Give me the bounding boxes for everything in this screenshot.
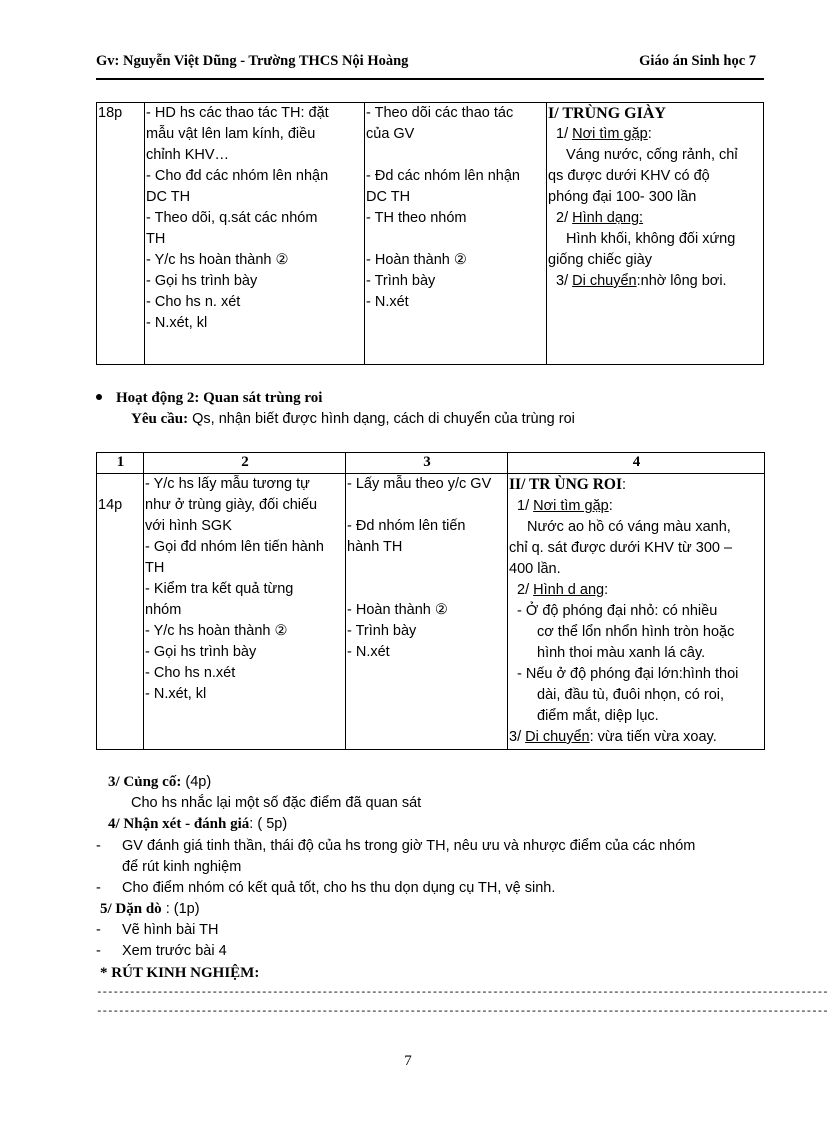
text-line: điểm mắt, diệp lục. [537,708,659,724]
subheading: 1/ Nơi tìm gặp: [556,126,652,142]
header-subject: Giáo án Sinh học 7 [639,53,756,69]
list-item: - Hoàn thành ② [347,602,448,618]
list-item [347,558,507,579]
column-header: 2 [144,453,346,474]
column-header: 4 [508,453,765,474]
activity2-table [96,452,765,750]
text-line: Hình khối, không đối xứng [566,231,736,247]
student-activity-cell [346,474,508,750]
header-author: Gv: Nguyễn Việt Dũng - Trường THCS Nội Hoàng [96,53,409,69]
list-item: - HD hs các thao tác TH: đặt [146,105,329,121]
bullet-icon [96,394,102,400]
list-bullet: - [96,922,101,938]
homework-heading: 5/ Dặn dò : (1p) [100,901,200,917]
text-line: qs được dưới KHV có độ [548,168,710,184]
list-item: - Cho đd các nhóm lên nhận [146,168,329,184]
text-line: Váng nước, cống rảnh, chỉ [566,147,738,163]
section-title: II/ TR ÙNG ROI: [509,476,627,493]
list-item [366,229,546,250]
review-heading: * RÚT KINH NGHIỆM: [100,965,260,981]
list-bullet: - [96,838,101,854]
list-item: nhóm [145,602,182,618]
list-item: như ở trùng giày, đối chiếu [145,497,318,513]
list-item: - Cho hs n.xét [145,665,236,681]
table-header-row [97,453,765,474]
list-item [347,579,507,600]
content-cell [508,474,765,750]
table-row [97,103,764,365]
list-item [347,495,507,516]
column-header: 3 [346,453,508,474]
list-item: Xem trước bài 4 [122,943,227,959]
list-bullet: - [96,943,101,959]
list-item: của GV [366,126,415,142]
list-item: - Hoàn thành ② [366,252,467,268]
table-row [97,474,765,750]
subheading: 2/ Hình d ang: [517,582,609,598]
list-item: - Gọi hs trình bày [145,644,257,660]
list-item: TH [145,560,165,576]
list-item: - TH theo nhóm [366,210,467,226]
evaluation-heading: 4/ Nhận xét - đánh giá: ( 5p) [108,816,288,832]
activity1-table [96,102,764,365]
list-item: - Đd các nhóm lên nhận [366,168,520,184]
list-item: - Theo dõi các thao tác [366,105,514,121]
list-item: DC TH [146,189,191,205]
list-item: - Nếu ở độ phóng đại lớn:hình thoi [517,666,739,682]
list-item [366,145,546,166]
list-item: - N.xét [366,294,409,310]
text-line: chỉ q. sát được dưới KHV từ 300 – [509,540,733,556]
text-line: hình thoi màu xanh lá cây. [537,645,706,661]
text-line: giống chiếc giày [548,252,652,268]
list-item: - Y/c hs hoàn thành ② [145,623,288,639]
list-item: - Trình bày [366,273,436,289]
text-line: cơ thể lổn nhổn hình tròn hoặc [537,624,735,640]
header-rule [96,78,764,80]
list-item: - Ở độ phóng đại nhỏ: có nhiều [517,603,718,619]
list-item: - Kiểm tra kết quả từng [145,581,294,597]
time-cell: 14p [97,474,144,750]
text-line: dài, đầu tù, đuôi nhọn, có roi, [537,687,725,703]
list-item: - Y/c hs hoàn thành ② [146,252,289,268]
list-item: Cho điểm nhóm có kết quả tốt, cho hs thu dọn dụng cụ TH, vệ sinh. [122,880,556,896]
list-item: Vẽ hình bài TH [122,922,219,938]
dashed-line: ------------------------------------------------------------------------------------------------------------------------------------- [96,987,828,999]
list-item: mẫu vật lên lam kính, điều [146,126,316,142]
list-item: với hình SGK [145,518,232,534]
time-cell: 18p [97,103,145,365]
subheading: 1/ Nơi tìm gặp: [517,498,613,514]
list-item: - Theo dõi, q.sát các nhóm [146,210,318,226]
column-header: 1 [97,453,144,474]
text-line: Nước ao hồ có váng màu xanh, [527,519,731,535]
list-bullet: - [96,880,101,896]
subheading: 3/ Di chuyển: vừa tiến vừa xoay. [509,729,717,745]
page-number: 7 [404,1053,412,1069]
list-item: - N.xét [347,644,390,660]
list-item: - N.xét, kl [145,686,207,702]
list-item: GV đánh giá tinh thần, thái độ của hs trong giờ TH, nêu ưu và nhược điểm của các nhóm [122,838,696,854]
consolidation-heading: 3/ Củng cố: (4p) [108,774,212,790]
text-line: 400 lần. [509,561,561,577]
content-cell [547,103,764,365]
list-item: - Y/c hs lấy mẫu tương tự [145,476,310,492]
list-item: - N.xét, kl [146,315,208,331]
list-item: chỉnh KHV… [146,147,230,163]
list-item: để rút kinh nghiệm [122,859,242,875]
list-item: - Trình bày [347,623,417,639]
list-item: TH [146,231,166,247]
list-item: hành TH [347,539,403,555]
activity-title: Hoạt động 2: Quan sát trùng roi [96,390,322,407]
subheading: 3/ Di chuyển:nhờ lông bơi. [556,273,727,289]
list-item: - Cho hs n. xét [146,294,241,310]
dashed-line: ------------------------------------------------------------------------------------------------------------------------------------- [96,1006,828,1018]
requirement: Yêu cầu: Qs, nhận biết được hình dạng, cách di chuyển của trùng roi [131,411,575,427]
list-item: - Đd nhóm lên tiến [347,518,466,534]
text-line: phóng đại 100- 300 lần [548,189,697,205]
teacher-activity-cell [145,103,365,365]
list-item: - Gọi đd nhóm lên tiến hành [145,539,324,555]
subheading: 2/ Hình dạng: [556,210,644,226]
list-item: DC TH [366,189,411,205]
teacher-activity-cell [144,474,346,750]
section-title: I/ TRÙNG GIÀY [548,105,666,122]
list-item: - Lấy mẫu theo y/c GV [347,476,492,492]
list-item: - Gọi hs trình bày [146,273,258,289]
student-activity-cell [365,103,547,365]
consolidation-text: Cho hs nhắc lại một số đặc điểm đã quan sát [131,795,422,811]
